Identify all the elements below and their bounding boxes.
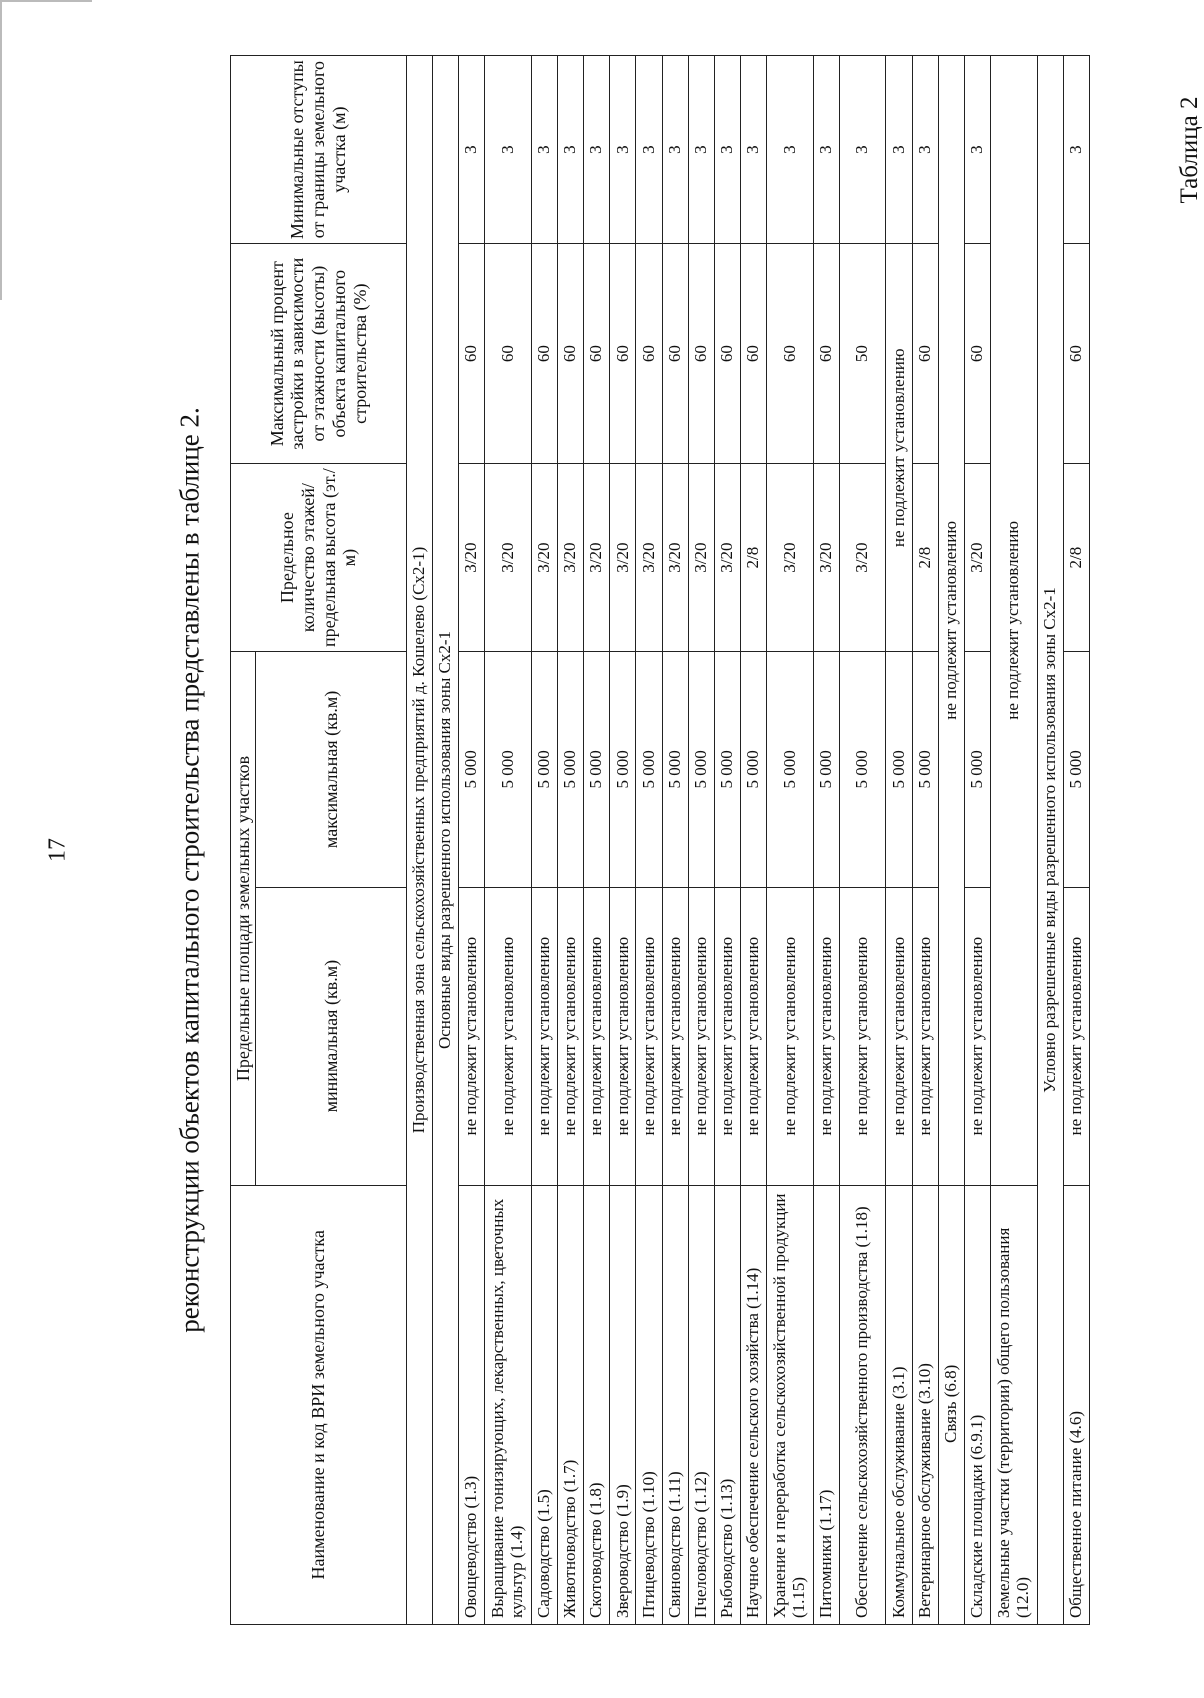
cell-floors: 3/20 bbox=[636, 463, 662, 651]
cell-min: не подлежит установлению bbox=[459, 887, 485, 1185]
cell-coverage: 60 bbox=[688, 244, 714, 464]
cell-name: Пчеловодство (1.12) bbox=[688, 1185, 714, 1624]
cell-coverage: 60 bbox=[767, 244, 814, 464]
cell-name: Коммунальное обслуживание (3.1) bbox=[886, 1185, 912, 1624]
cell-name: Земельные участки (территории) общего пользования (12.0) bbox=[990, 1185, 1037, 1624]
zone-title: Производственная зона сельскохозяйственных предприятий д. Кошелево (Сх2-1) bbox=[407, 56, 433, 1625]
cell-setback: 3 bbox=[714, 56, 740, 244]
table-row bbox=[636, 56, 662, 1625]
header-coverage: Максимальный процент застройки в зависимости от этажности (высоты) объекта капитального строительства (%) bbox=[231, 244, 407, 464]
cell-floors: 2/8 bbox=[912, 463, 938, 651]
cell-name: Свиноводство (1.11) bbox=[662, 1185, 688, 1624]
cell-setback: 3 bbox=[813, 56, 839, 244]
cell-max: 5 000 bbox=[558, 652, 584, 887]
cell-setback: 3 bbox=[636, 56, 662, 244]
cell-floors: 3/20 bbox=[964, 463, 990, 651]
cell-merged-all: не подлежит установлению bbox=[990, 56, 1037, 1186]
cell-floors: 3/20 bbox=[459, 463, 485, 651]
cell-min: не подлежит установлению bbox=[886, 887, 912, 1185]
cell-min: не подлежит установлению bbox=[485, 887, 532, 1185]
cell-max: 5 000 bbox=[688, 652, 714, 887]
cell-name: Садоводство (1.5) bbox=[531, 1185, 557, 1624]
cell-min: не подлежит установлению bbox=[558, 887, 584, 1185]
table-row bbox=[990, 56, 1037, 1625]
cell-min: не подлежит установлению bbox=[740, 887, 766, 1185]
cell-coverage: 60 bbox=[558, 244, 584, 464]
cell-min: не подлежит установлению bbox=[912, 887, 938, 1185]
conditional-section-title: Условно разрешенные виды разрешенного использования зоны Сх2-1 bbox=[1037, 56, 1063, 1625]
cell-coverage: 60 bbox=[714, 244, 740, 464]
cell-name: Связь (6.8) bbox=[938, 1185, 964, 1624]
table-row bbox=[1063, 56, 1089, 1625]
cell-merged-all: не подлежит установлению bbox=[938, 56, 964, 1186]
table-row bbox=[839, 56, 886, 1625]
cell-floors: 3/20 bbox=[485, 463, 532, 651]
cell-floors: 3/20 bbox=[531, 463, 557, 651]
cell-min: не подлежит установлению bbox=[584, 887, 610, 1185]
cell-name: Обеспечение сельскохозяйственного производства (1.18) bbox=[839, 1185, 886, 1624]
cell-floors: 3/20 bbox=[584, 463, 610, 651]
header-name: Наименование и код ВРИ земельного участка bbox=[231, 1185, 407, 1624]
cell-max: 5 000 bbox=[1063, 652, 1089, 887]
cell-min: не подлежит установлению bbox=[531, 887, 557, 1185]
cell-max: 5 000 bbox=[485, 652, 532, 887]
table-row bbox=[813, 56, 839, 1625]
cell-setback: 3 bbox=[964, 56, 990, 244]
table-row bbox=[740, 56, 766, 1625]
cell-floors: 3/20 bbox=[558, 463, 584, 651]
cell-floors-coverage-merged: не подлежит установлению bbox=[886, 244, 912, 652]
cell-setback: 3 bbox=[459, 56, 485, 244]
cell-setback: 3 bbox=[558, 56, 584, 244]
cell-name: Ветеринарное обслуживание (3.10) bbox=[912, 1185, 938, 1624]
cell-min: не подлежит установлению bbox=[688, 887, 714, 1185]
cell-max: 5 000 bbox=[839, 652, 886, 887]
cell-coverage: 60 bbox=[964, 244, 990, 464]
cell-floors: 3/20 bbox=[813, 463, 839, 651]
main-section-title: Основные виды разрешенного использования зоны Сх2-1 bbox=[433, 56, 459, 1625]
cell-max: 5 000 bbox=[886, 652, 912, 887]
cell-name: Выращивание тонизирующих, лекарственных, цветочных культур (1.4) bbox=[485, 1185, 532, 1624]
cell-setback: 3 bbox=[1063, 56, 1089, 244]
table-row bbox=[662, 56, 688, 1625]
cell-min: не подлежит установлению bbox=[767, 887, 814, 1185]
cell-max: 5 000 bbox=[459, 652, 485, 887]
table-row bbox=[459, 56, 485, 1625]
table-row bbox=[912, 56, 938, 1625]
header-area-group: Предельные площади земельных участков bbox=[231, 652, 256, 1185]
rotated-table-wrapper bbox=[230, 55, 1090, 1625]
cell-setback: 3 bbox=[886, 56, 912, 244]
cell-coverage: 60 bbox=[912, 244, 938, 464]
cell-floors: 3/20 bbox=[662, 463, 688, 651]
cell-max: 5 000 bbox=[636, 652, 662, 887]
cell-name: Общественное питание (4.6) bbox=[1063, 1185, 1089, 1624]
cell-name: Научное обеспечение сельского хозяйства (1.14) bbox=[740, 1185, 766, 1624]
cell-setback: 3 bbox=[485, 56, 532, 244]
zone-regulations-table bbox=[230, 55, 1090, 1625]
header-floors: Предельное количество этажей/ предельная высота (эт./м) bbox=[231, 463, 407, 651]
cell-max: 5 000 bbox=[767, 652, 814, 887]
cell-max: 5 000 bbox=[740, 652, 766, 887]
cell-coverage: 60 bbox=[662, 244, 688, 464]
cell-setback: 3 bbox=[531, 56, 557, 244]
cell-min: не подлежит установлению bbox=[636, 887, 662, 1185]
cell-max: 5 000 bbox=[964, 652, 990, 887]
cell-name: Рыбоводство (1.13) bbox=[714, 1185, 740, 1624]
cell-name: Скотоводство (1.8) bbox=[584, 1185, 610, 1624]
table-caption: Таблица 2 bbox=[1176, 96, 1203, 204]
cell-coverage: 60 bbox=[1063, 244, 1089, 464]
cell-coverage: 60 bbox=[485, 244, 532, 464]
header-max-area: максимальная (кв.м) bbox=[256, 652, 407, 887]
cell-max: 5 000 bbox=[912, 652, 938, 887]
cell-name: Хранение и переработка сельскохозяйственной продукции (1.15) bbox=[767, 1185, 814, 1624]
page-number: 17 bbox=[44, 838, 71, 862]
cell-coverage: 60 bbox=[459, 244, 485, 464]
cell-name: Звероводство (1.9) bbox=[610, 1185, 636, 1624]
cell-setback: 3 bbox=[740, 56, 766, 244]
cell-floors: 3/20 bbox=[610, 463, 636, 651]
cell-coverage: 60 bbox=[531, 244, 557, 464]
table-row bbox=[767, 56, 814, 1625]
cell-min: не подлежит установлению bbox=[813, 887, 839, 1185]
cell-coverage: 50 bbox=[839, 244, 886, 464]
cell-floors: 2/8 bbox=[740, 463, 766, 651]
cell-floors: 3/20 bbox=[714, 463, 740, 651]
table-row bbox=[886, 56, 912, 1625]
cell-setback: 3 bbox=[839, 56, 886, 244]
cell-name: Птицеводство (1.10) bbox=[636, 1185, 662, 1624]
header-setback: Минимальные отступы от границы земельного участка (м) bbox=[231, 56, 407, 244]
cell-max: 5 000 bbox=[714, 652, 740, 887]
cell-setback: 3 bbox=[610, 56, 636, 244]
cell-max: 5 000 bbox=[584, 652, 610, 887]
cell-max: 5 000 bbox=[531, 652, 557, 887]
cell-coverage: 60 bbox=[740, 244, 766, 464]
cell-coverage: 60 bbox=[584, 244, 610, 464]
intro-text: реконструкции объектов капитального строительства представлены в таблице 2. bbox=[174, 407, 205, 1333]
cell-setback: 3 bbox=[662, 56, 688, 244]
cell-coverage: 60 bbox=[610, 244, 636, 464]
cell-floors: 3/20 bbox=[767, 463, 814, 651]
cell-name: Питомники (1.17) bbox=[813, 1185, 839, 1624]
cell-max: 5 000 bbox=[662, 652, 688, 887]
table-row bbox=[584, 56, 610, 1625]
cell-min: не подлежит установлению bbox=[964, 887, 990, 1185]
cell-coverage: 60 bbox=[636, 244, 662, 464]
scan-edge-mark bbox=[0, 0, 2, 300]
cell-min: не подлежит установлению bbox=[839, 887, 886, 1185]
cell-floors: 3/20 bbox=[688, 463, 714, 651]
cell-setback: 3 bbox=[688, 56, 714, 244]
cell-min: не подлежит установлению bbox=[1063, 887, 1089, 1185]
table-row bbox=[558, 56, 584, 1625]
cell-floors: 3/20 bbox=[839, 463, 886, 651]
cell-max: 5 000 bbox=[813, 652, 839, 887]
cell-name: Животноводство (1.7) bbox=[558, 1185, 584, 1624]
cell-name: Овощеводство (1.3) bbox=[459, 1185, 485, 1624]
table-row bbox=[531, 56, 557, 1625]
cell-coverage: 60 bbox=[813, 244, 839, 464]
cell-max: 5 000 bbox=[610, 652, 636, 887]
table-row bbox=[938, 56, 964, 1625]
table-row bbox=[485, 56, 532, 1625]
cell-name: Складские площадки (6.9.1) bbox=[964, 1185, 990, 1624]
table-row bbox=[964, 56, 990, 1625]
cell-setback: 3 bbox=[584, 56, 610, 244]
header-min-area: минимальная (кв.м) bbox=[256, 887, 407, 1185]
cell-min: не подлежит установлению bbox=[714, 887, 740, 1185]
cell-setback: 3 bbox=[912, 56, 938, 244]
cell-setback: 3 bbox=[767, 56, 814, 244]
table-row bbox=[714, 56, 740, 1625]
table-row bbox=[688, 56, 714, 1625]
cell-floors: 2/8 bbox=[1063, 463, 1089, 651]
cell-min: не подлежит установлению bbox=[610, 887, 636, 1185]
table-row bbox=[610, 56, 636, 1625]
scan-edge-mark bbox=[0, 0, 92, 2]
cell-min: не подлежит установлению bbox=[662, 887, 688, 1185]
